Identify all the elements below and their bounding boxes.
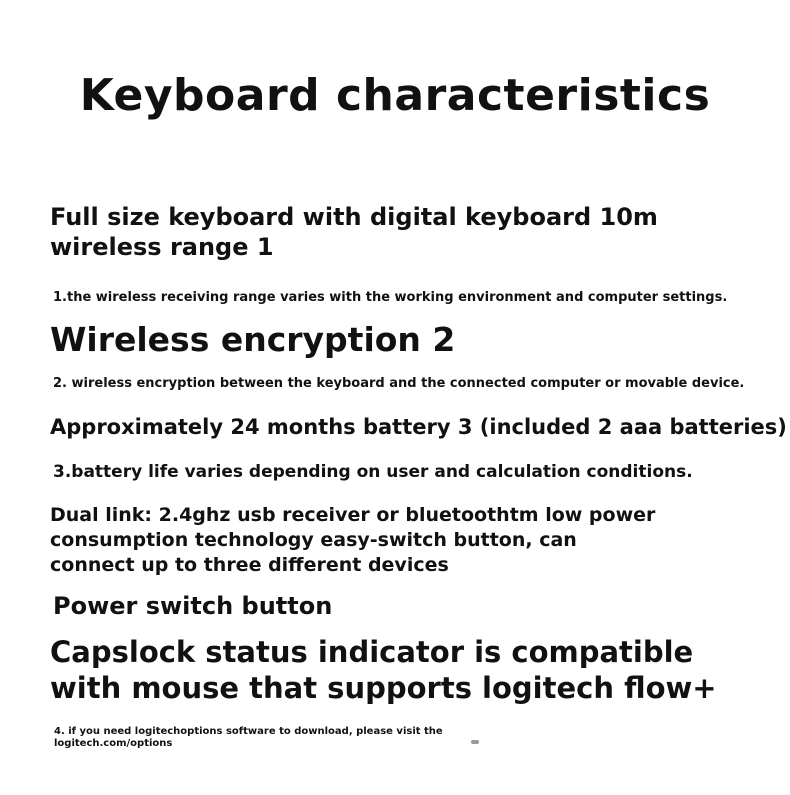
- feature-dual-link-line-2: consumption technology easy-switch button, can: [50, 529, 577, 551]
- footnote-2: 2. wireless encryption between the keyboard and the connected computer or movable device.: [53, 376, 745, 391]
- feature-full-size-line-1: Full size keyboard with digital keyboard 10m: [50, 203, 658, 231]
- feature-encryption: Wireless encryption 2: [50, 320, 456, 359]
- feature-dual-link-line-3: connect up to three different devices: [50, 554, 449, 576]
- feature-capslock-line-1: Capslock status indicator is compatible: [50, 635, 694, 669]
- footnote-3: 3.battery life varies depending on user and calculation conditions.: [53, 462, 693, 482]
- feature-full-size-line-2: wireless range 1: [50, 233, 274, 261]
- page-title: Keyboard characteristics: [79, 70, 711, 121]
- mark-dot: [471, 740, 479, 744]
- feature-dual-link-line-1: Dual link: 2.4ghz usb receiver or bluetoothtm low power: [50, 504, 656, 526]
- footnote-4-line-2: logitech.com/options: [54, 738, 173, 749]
- footnote-4-line-1: 4. if you need logitechoptions software to download, please visit the: [54, 726, 443, 737]
- feature-capslock-line-2: with mouse that supports logitech flow+: [50, 671, 717, 705]
- feature-battery: Approximately 24 months battery 3 (included 2 aaa batteries): [50, 415, 787, 439]
- footnote-1: 1.the wireless receiving range varies with the working environment and computer settings.: [53, 290, 728, 305]
- feature-power-switch: Power switch button: [53, 592, 333, 620]
